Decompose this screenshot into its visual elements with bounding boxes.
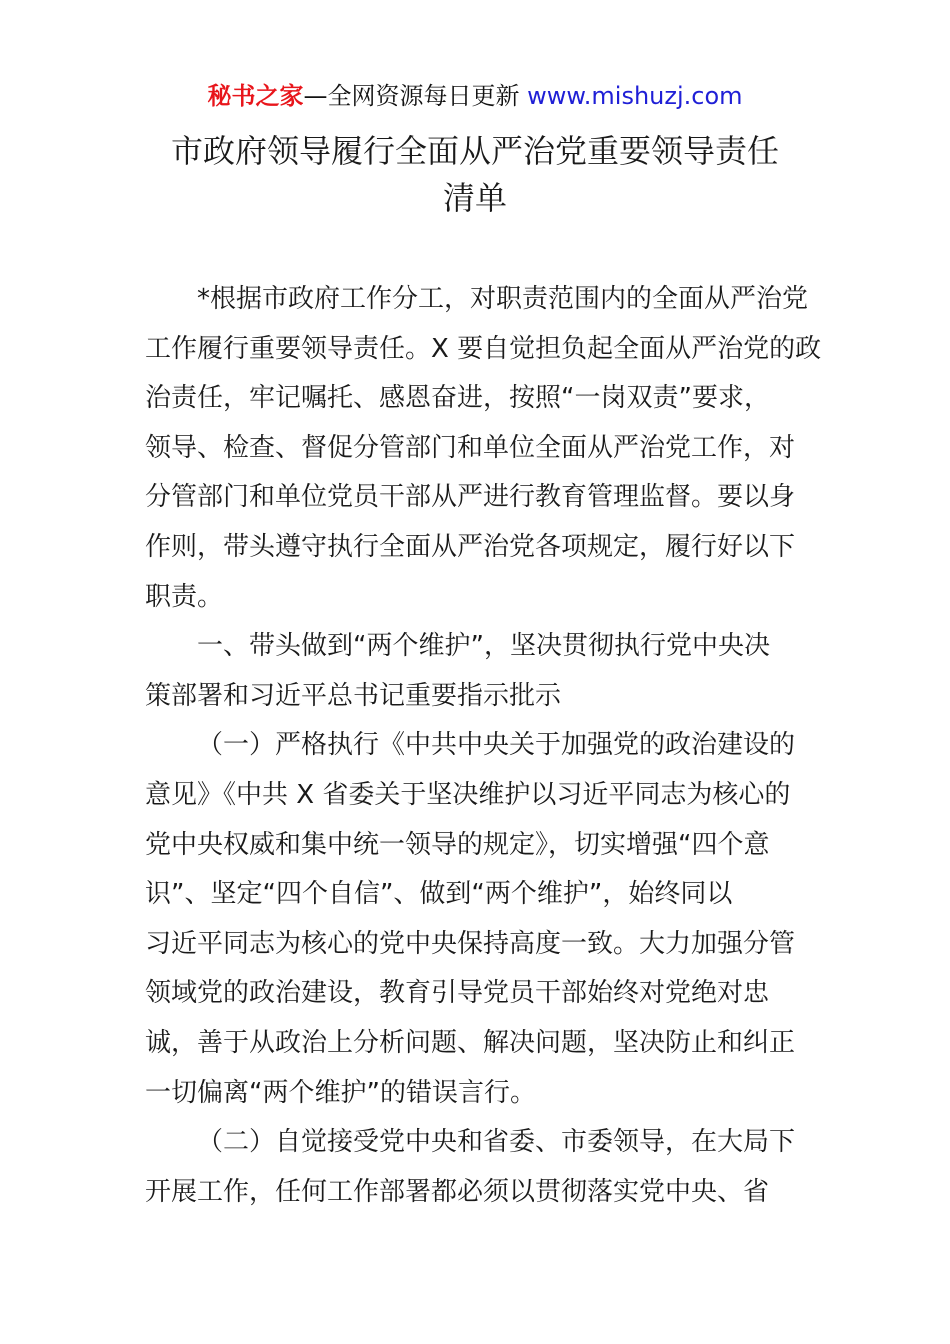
document-title-line-1: 市政府领导履行全面从严治党重要领导责任 — [170, 132, 779, 170]
body-line: 分管部门和单位党员干部从严进行教育管理监督。要以身 — [145, 482, 796, 513]
body-line: 诚，善于从政治上分析问题、解决问题，坚决防止和纠正 — [145, 1027, 796, 1058]
site-brand: 秘书之家 — [207, 82, 304, 110]
body-line: 职责。 — [145, 581, 224, 612]
body-line: 党中央权威和集中统一领导的规定》，切实增强“四个意 — [145, 829, 770, 860]
body-line: （二）自觉接受党中央和省委、市委领导，在大局下 — [197, 1127, 796, 1158]
body-line: 领导、检查、督促分管部门和单位全面从严治党工作，对 — [145, 432, 796, 463]
site-tagline: —全网资源每日更新 — [303, 82, 528, 110]
body-line: 工作履行重要领导责任。X 要自觉担负起全面从严治党的政 — [145, 333, 822, 364]
section-heading-line: 一、带头做到“两个维护”，坚决贯彻执行党中央决 — [197, 631, 770, 662]
body-line: *根据市政府工作分工，对职责范围内的全面从严治党 — [197, 284, 809, 314]
body-line: 开展工作，任何工作部署都必须以贯彻落实党中央、省 — [145, 1176, 770, 1207]
body-line: 习近平同志为核心的党中央保持高度一致。大力加强分管 — [145, 928, 796, 959]
body-line: 一切偏离“两个维护”的错误言行。 — [145, 1077, 536, 1108]
section-heading-line: 策部署和习近平总书记重要指示批示 — [145, 680, 562, 711]
body-line: 领域党的政治建设，教育引导党员干部始终对党绝对忠 — [145, 978, 770, 1009]
body-line: 意见》《中共 X 省委关于坚决维护以习近平同志为核心的 — [145, 779, 791, 810]
body-line: 识”、坚定“四个自信”、做到“两个维护”，始终同以 — [145, 879, 733, 910]
body-line: 治责任，牢记嘱托、感恩奋进，按照“一岗双责”要求， — [145, 383, 770, 414]
document-title-line-2: 清单 — [442, 179, 507, 217]
site-banner — [0, 80, 950, 112]
body-line: （一）严格执行《中共中央关于加强党的政治建设的 — [197, 730, 796, 761]
body-line: 作则，带头遵守执行全面从严治党各项规定，履行好以下 — [145, 531, 796, 562]
document-body — [145, 275, 822, 1217]
site-url-link[interactable]: www.mishuzj.com — [527, 82, 743, 110]
